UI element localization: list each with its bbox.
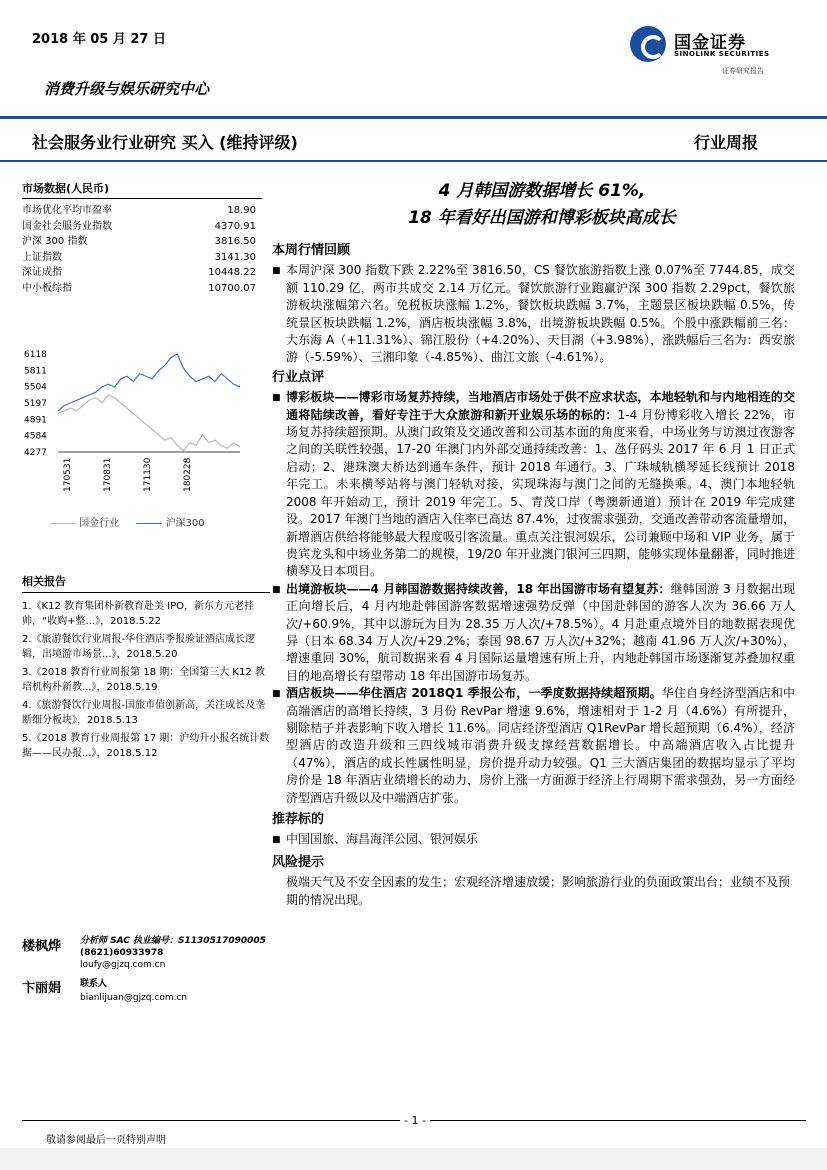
section-heading-recommend: 推荐标的 <box>272 812 325 827</box>
recommend-text: 中国国旅、海昌海洋公园、银河娱乐 <box>286 832 479 847</box>
y-tick-label: 6118 <box>24 350 47 360</box>
related-report-item[interactable]: 3.《2018 教育行业周报第 18 期：全国第三大 K12 教培机构朴新教...》，2018.5.19 <box>22 666 265 693</box>
page-number: - 1 - <box>400 1114 430 1127</box>
market-data-value: 4370.91 <box>214 220 256 232</box>
market-data-value: 18.90 <box>227 205 256 216</box>
y-tick-label: 4891 <box>24 415 47 426</box>
market-data-row <box>22 265 262 281</box>
market-data-row <box>22 281 262 297</box>
y-tick-label: 5197 <box>24 399 47 410</box>
logo-en: SINOLINK SECURITIES <box>674 50 770 58</box>
footer-band <box>0 1148 827 1170</box>
outbound-text: 继韩国游 3 月数据出现正向增长后，4 月内地赴韩国游客数据增速强势反弹（中国赴韩国的游客人次为 36.66 万人次/+60.9%，其中以游玩为目为 28.35 万人次/+78.5%）。4 月赴重点境外目的地数据表现优异（日本 68.34 万人次/+29.2%；泰国 98.67 万人次/+32%；越南 41.96 万人次/+30%），增速重回 30%，航司数据来看 4 月国际运量增速有所上升，内地赴韩国市场逐渐复苏叠加权重目的地高增长有望带动 18 年出国游市场复苏。 <box>286 581 795 683</box>
analyst-1 <box>22 935 270 971</box>
section-heading-risk: 风险提示 <box>272 854 325 870</box>
bullet-icon: ■ <box>272 584 281 595</box>
market-data-heading: 市场数据(人民币) <box>22 180 262 199</box>
market-data-label: 市场优化平均市盈率 <box>22 205 112 216</box>
bullet-icon: ■ <box>272 393 281 404</box>
legend-label-industry: 国金行业 <box>79 518 120 529</box>
section-heading-review: 本周行情回顾 <box>272 243 351 258</box>
risk-text: 极端天气及不安全因素的发生；宏观经济增速放缓；影响旅游行业的负面政策出台；业绩不及预期的情况出现。 <box>286 875 791 907</box>
related-report-item[interactable]: 2.《旅游餐饮行业周报-华住酒店季报验证酒店成长逻辑，出境游市场景...》，2018.5.20 <box>22 633 256 660</box>
industry-rating-title: 社会服务业行业研究 买入 (维持评级) <box>32 133 298 152</box>
bullet-icon: ■ <box>272 689 281 700</box>
market-data-row <box>22 250 262 266</box>
gaming-text: 1-4 月份博彩收入增长 22%，市场复苏持续超预期。从澳门政策及交通改善和公司基本面的角度来看，中场业务与访澳过夜游客之间的关联性较强，17-20 年澳门内外部交通持续改善：1、氹仔码头 2017 年 6 月 1 日正式启动；2、港珠澳大桥达到通车条件，预计 2018 年通行。3、广珠城轨横琴延长线预计 2018 年完工。未来横琴站将与澳门轻轨对接，实现珠海与澳门之间的无缝换乘。4、澳门本地轻轨 2008 年开始动工，预计 2019 年完工。5、青茂口岸（粤澳新通道）预计在 2019 年完成建设。2017 年澳门当地的酒店入住率已高达 87.4%，过夜需求强劲，交通改善带动客流量增加，新增酒店供给将能够最大程度吸引客流量。重点关注银河娱乐，公司兼顾中场和 VIP 业务，属于贵宾龙头和中场业务第二的规模，19/20 年开业澳门银河三四期，能够实现体量翻番，同时推进横琴及日本项目。 <box>286 407 795 579</box>
x-tick-label: 180228 <box>183 457 193 492</box>
y-tick-label: 5504 <box>24 382 47 393</box>
related-reports-heading: 相关报告 <box>22 574 270 593</box>
analyst-role: 分析师 SAC 执业编号：S1130517090005 <box>80 936 266 946</box>
outbound-lead: 出境游板块——4 月韩国游数据持续改善，18 年出国游市场有望复苏： <box>286 581 671 596</box>
bullet-icon: ■ <box>272 266 281 277</box>
related-report-item[interactable]: 4.《旅游餐饮行业周报-国旅市值创新高，关注成长及垄断细分板块》，2018.5.13 <box>22 699 266 726</box>
market-data-panel <box>22 180 262 296</box>
market-data-label: 国金社会服务业指数 <box>22 220 112 232</box>
market-data-label: 中小板综指 <box>22 282 72 294</box>
market-data-label: 沪深 300 指数 <box>22 236 88 247</box>
main-content <box>272 240 795 909</box>
market-data-value: 10448.22 <box>208 267 256 278</box>
review-paragraph <box>272 262 795 366</box>
analyst-block <box>22 935 270 1005</box>
gaming-paragraph <box>272 389 795 580</box>
report-title <box>272 178 812 232</box>
research-center: 消费升级与娱乐研究中心 <box>44 80 210 98</box>
outbound-paragraph <box>272 581 795 685</box>
related-report-item[interactable]: 5.《2018 教育行业周报第 17 期：沪幼升小报名统计数据——民办报...》，2018.5.12 <box>22 732 270 759</box>
analyst-role: 联系人 <box>80 979 108 989</box>
hotel-text: 华住自身经济型酒店和中高端酒店的高增长持续，3 月份 RevPar 增速 9.6%，增速相对于 1-2 月（4.6%）有所提升，剔除桔子并表影响下收入增长 11.6%。同店经济型酒店 Q1RevPar 增长超预期（6.4%），经济型酒店的改造升级和三四线城市消费升级支撑经营数据增长。中高端酒店收入占比提升（47%），酒店的成长性属性明显，房价提升动力较强。Q1 三大酒店集团的数据均显示了平均房价是 18 年酒店业绩增长的动力，房价上涨一方面源于经济上行周期下需求强劲，另一方面经济型酒店升级以及中端酒店扩张。 <box>286 686 795 805</box>
x-tick-label: 170831 <box>103 457 113 492</box>
legend-swatch-industry <box>50 523 76 524</box>
series-line-hs300 <box>58 354 240 411</box>
title-divider <box>0 160 827 162</box>
related-reports <box>22 574 270 764</box>
report-type: 行业周报 <box>694 133 759 152</box>
header-divider <box>0 116 827 119</box>
market-data-value: 3141.30 <box>214 251 256 263</box>
market-data-label: 上证指数 <box>22 251 62 263</box>
market-data-value: 3816.50 <box>214 236 256 247</box>
title-line-2: 18 年看好出国游和博彩板块高成长 <box>408 208 676 228</box>
analyst-email[interactable]: bianlijuan@gjzq.com.cn <box>80 993 188 1003</box>
report-date: 2018 年 05 月 27 日 <box>32 32 166 47</box>
analyst-2 <box>22 977 270 1005</box>
y-tick-label: 5811 <box>24 366 47 377</box>
logo-mark-icon <box>630 26 666 62</box>
section-heading-comment: 行业点评 <box>272 369 325 385</box>
analyst-phone: (8621)60933978 <box>80 948 164 958</box>
y-tick-label: 4584 <box>24 431 47 442</box>
related-report-item[interactable]: 1.《K12 教育集团朴新教育赴美 IPO，新东方元老挂帅，“收购+整...》，2018.5.22 <box>22 600 255 627</box>
gaming-lead: 博彩板块——博彩市场复苏持续，当地酒店市场处于供不应求状态，本地轻轨和与内地相连的交通将陆续改善，看好专注于大众旅游和新开业娱乐场的标的： <box>286 390 795 422</box>
company-logo <box>630 26 790 80</box>
footer-disclaimer: 敬请参阅最后一页特别声明 <box>46 1135 166 1146</box>
bullet-icon: ■ <box>272 835 281 846</box>
hotel-lead: 酒店板块——华住酒店 2018Q1 季报公布，一季度数据持续超预期。 <box>286 686 662 701</box>
index-line-chart <box>22 342 262 512</box>
market-data-value: 10700.07 <box>208 282 256 294</box>
legend-label-hs300: 沪深300 <box>165 518 205 529</box>
market-data-row <box>22 234 262 250</box>
legend-swatch-hs300 <box>136 523 162 524</box>
x-tick-label: 171130 <box>143 457 153 492</box>
market-data-list <box>22 203 262 296</box>
x-tick-label: 170531 <box>63 457 73 492</box>
review-text: 本周沪深 300 指数下跌 2.22%至 3816.50，CS 餐饮旅游指数上涨 0.07%至 7744.85，成交额 110.29 亿，两市共成交 2.14 万亿元。餐饮旅游行业跑赢沪深 300 指数 2.29pct，餐饮旅游板块涨幅第六名。免税板块涨幅 1.2%，餐饮板块跌幅 3.7%，主题景区板块跌幅 0.5%，传统景区板块跌幅 1.2%，酒店板块涨幅 3.8%，出境游板块跌幅 0.5%。个股中涨跌幅前三名：大东海 A（+11.31%）、锦江股份（+4.20%）、天目湖（+3.98%），涨跌幅后三名为：西安旅游（-5.59%）、三湘印象（-4.85%）、曲江文旅（-4.61%）。 <box>286 263 795 365</box>
recommend-paragraph <box>272 831 795 849</box>
title-line-1: 4 月韩国游数据增长 61%, <box>438 181 646 201</box>
market-data-row <box>22 219 262 235</box>
logo-cn: 国金证券 <box>674 33 746 53</box>
logo-sub: 证券研究报告 <box>722 67 764 75</box>
market-data-row <box>22 203 262 219</box>
analyst-name: 卞丽娟 <box>22 981 62 996</box>
series-line-industry <box>58 395 240 451</box>
chart-legend <box>50 514 205 529</box>
y-tick-label: 4277 <box>24 448 47 458</box>
analyst-name: 楼枫烨 <box>22 939 62 954</box>
analyst-email[interactable]: loufy@gjzq.com.cn <box>80 960 166 970</box>
hotel-paragraph <box>272 685 795 807</box>
market-data-label: 深证成指 <box>22 267 62 278</box>
